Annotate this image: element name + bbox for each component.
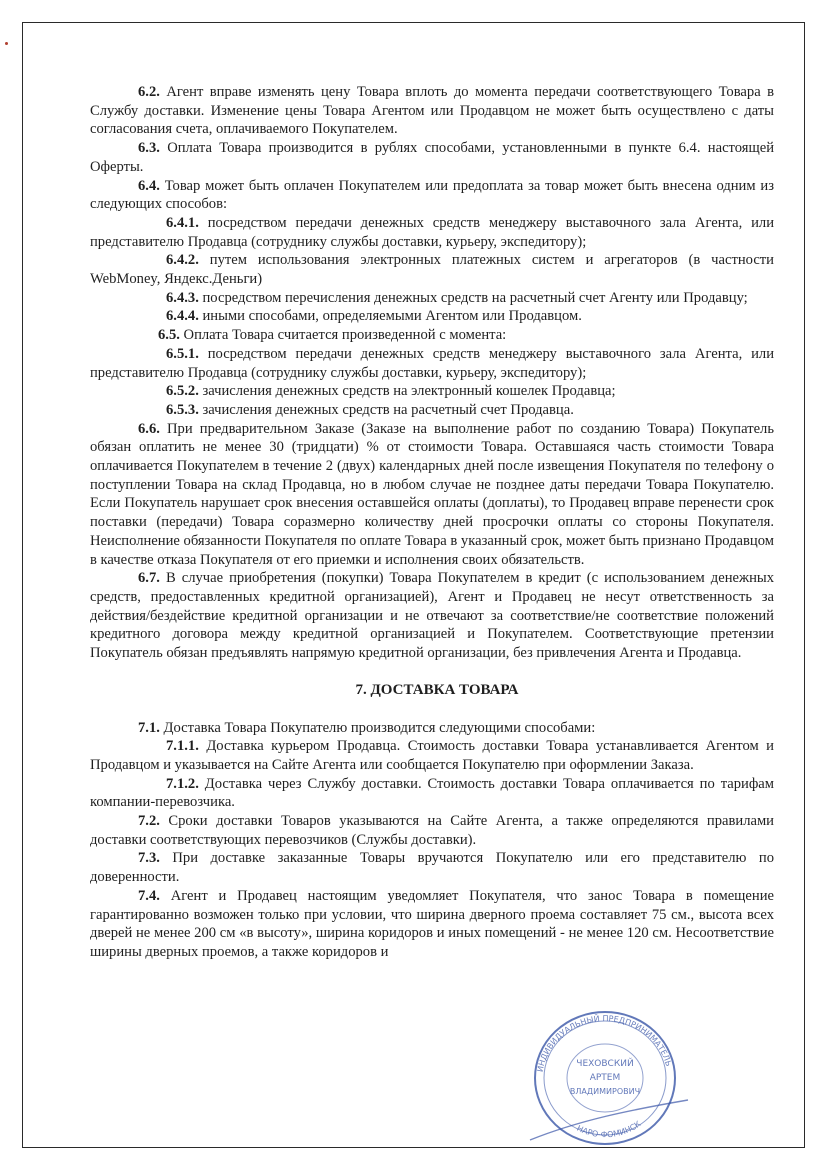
clause-number: 6.4.1. xyxy=(166,214,199,231)
stamp-text-bottom: НАРО-ФОМИНСК xyxy=(575,1119,643,1140)
clause-6-2 xyxy=(90,83,774,139)
clause-text: иными способами, определяемыми Агентом или Продавцом. xyxy=(198,308,582,325)
clause-6-4-3 xyxy=(90,289,774,308)
clause-number: 6.2. xyxy=(138,84,160,100)
clause-number: 6.5.3. xyxy=(166,401,199,418)
clause-7-2 xyxy=(90,812,774,849)
clause-text: Агент вправе изменять цену Товара вплоть до момента передачи соответствующего Товара в Службу доставки. Изменение цены Товара Агентом или Продавцом не может быть осуществлено с даты согласования счета, оплачиваемого Покупателем. xyxy=(90,84,774,138)
clause-text: Товар может быть оплачен Покупателем или предоплата за товар может быть внесена одним из следующих способов: xyxy=(90,177,774,213)
clause-number: 7.3. xyxy=(138,850,160,867)
clause-number: 6.4.3. xyxy=(166,289,199,306)
clause-number: 6.5.2. xyxy=(166,383,199,400)
clause-text: путем использования электронных платежных систем и агрегаторов (в частности WebMoney, Яндекс.Деньги) xyxy=(90,252,774,288)
scan-mark xyxy=(5,42,8,45)
clause-7-1-1 xyxy=(90,737,774,774)
clause-text: Сроки доставки Товаров указываются на Сайте Агента, а также определяются правилами доставки соответствующих перевозчиков (Службы доставки). xyxy=(90,813,774,848)
document-body xyxy=(90,83,774,962)
clause-6-5 xyxy=(90,326,774,345)
clause-number: 6.7. xyxy=(138,570,160,587)
clause-text: зачисления денежных средств на расчетный счет Продавца. xyxy=(198,401,574,418)
clause-6-6 xyxy=(90,420,774,570)
clause-text: При доставке заказанные Товары вручаются Покупателю или его представителю по доверенности. xyxy=(90,850,774,886)
clause-text: В случае приобретения (покупки) Товара Покупателем в кредит (с использованием денежных средств, предоставленных кредитной организацией), Агент и Продавец не несут ответственность за действия/бездействие кредитной организации и не отвечают за соответствие/не соответствие положений кредитного договора между кредитной организацией и Покупателем. Соответствующие претензии Покупатель обязан предъявлять напрямую кредитной организации, без привлечения Агента и Продавца. xyxy=(90,570,774,662)
clause-6-5-2 xyxy=(90,382,774,401)
clause-number: 6.4.4. xyxy=(166,308,199,325)
clause-number: 6.3. xyxy=(138,140,160,157)
seal-stamp xyxy=(520,1000,690,1150)
clause-7-4 xyxy=(90,887,774,962)
clause-text: При предварительном Заказе (Заказе на выполнение работ по созданию Товара) Покупатель обязан оплатить не менее 30 (тридцати) % от стоимости Товара. Оставшаяся часть стоимости Товара оплачивается Покупателем в течение 2 (двух) календарных дней после извещения Покупателя по телефону о поступлении Товара на склад Продавца, но в любом случае не позднее даты передачи Товара Покупателю. Если Покупатель нарушает срок внесения оставшейся оплаты (доплаты), то Продавец вправе перенести срок поставки (передачи) Товара соразмерно количеству дней просрочки оплаты со стороны Покупателя. Неисполнение обязанности Покупателя по оплате Товара в указанный срок, может быть признано Продавцом в качестве отказа Покупателя от его приемки и исполнения своих обязательств. xyxy=(90,420,774,568)
clause-6-4-1 xyxy=(90,214,774,251)
clause-text: посредством передачи денежных средств менеджеру выставочного зала Агента, или представителю Продавца (сотруднику службы доставки, курьеру, экспедитору); xyxy=(90,214,774,250)
clause-number: 6.6. xyxy=(138,420,160,437)
clause-number: 6.5.1. xyxy=(166,345,199,362)
clause-6-4-2 xyxy=(90,251,774,288)
clause-6-5-3 xyxy=(90,401,774,420)
stamp-text-top: ИНДИВИДУАЛЬНЫЙ ПРЕДПРИНИМАТЕЛЬ xyxy=(535,1014,674,1073)
clause-text: посредством передачи денежных средств менеджеру выставочного зала Агента, или представителю Продавца (сотруднику службы доставки, курьеру, экспедитору); xyxy=(90,345,774,381)
clause-text: зачисления денежных средств на электронный кошелек Продавца; xyxy=(198,383,616,400)
clause-6-3 xyxy=(90,139,774,176)
clause-6-4-4 xyxy=(90,307,774,326)
clause-text: Доставка через Службу доставки. Стоимость доставки Товара оплачивается по тарифам компании-перевозчика. xyxy=(90,775,774,811)
clause-7-1-2 xyxy=(90,775,774,812)
clause-number: 7.1.1. xyxy=(166,738,199,755)
clause-7-3 xyxy=(90,849,774,886)
clause-6-7 xyxy=(90,569,774,663)
clause-text: Доставка курьером Продавца. Стоимость доставки Товара устанавливается Агентом и Продавцом и указывается на Сайте Агента или сообщается Покупателю при оформлении Заказа. xyxy=(90,738,774,773)
clause-text: Агент и Продавец настоящим уведомляет Покупателя, что занос Товара в помещение гарантированно возможен только при условии, что ширина дверного проема составляет 75 см., высота всех дверей не менее 200 см «в высоту», ширина коридоров и иных помещений - не менее 120 см. Несоответствие ширины дверных проемов, а также коридоров и xyxy=(90,887,774,960)
section-heading: 7. ДОСТАВКА ТОВАРА xyxy=(355,681,519,698)
clause-6-4 xyxy=(90,177,774,214)
clause-text: посредством перечисления денежных средств на расчетный счет Агенту или Продавцу; xyxy=(198,289,748,306)
clause-number: 6.5. xyxy=(158,327,180,344)
stamp-line-1: ЧЕХОВСКИЙ xyxy=(576,1059,634,1069)
clause-number: 7.1. xyxy=(138,719,160,736)
clause-number: 7.1.2. xyxy=(166,775,199,792)
stamp-line-2: АРТЕМ xyxy=(589,1073,621,1083)
clause-7-1 xyxy=(90,719,774,738)
clause-text: Оплата Товара производится в рублях способами, установленными в пункте 6.4. настоящей Оферты. xyxy=(90,140,774,175)
clause-number: 6.4.2. xyxy=(166,252,199,269)
clause-text: Оплата Товара считается произведенной с момента: xyxy=(179,327,507,344)
stamp-line-3: ВЛАДИМИРОВИЧ xyxy=(569,1087,641,1096)
clause-text: Доставка Товара Покупателю производится следующими способами: xyxy=(159,719,596,736)
clause-number: 6.4. xyxy=(138,177,160,194)
clause-6-5-1 xyxy=(90,345,774,382)
clause-number: 7.2. xyxy=(138,813,160,830)
clause-number: 7.4. xyxy=(138,887,160,904)
